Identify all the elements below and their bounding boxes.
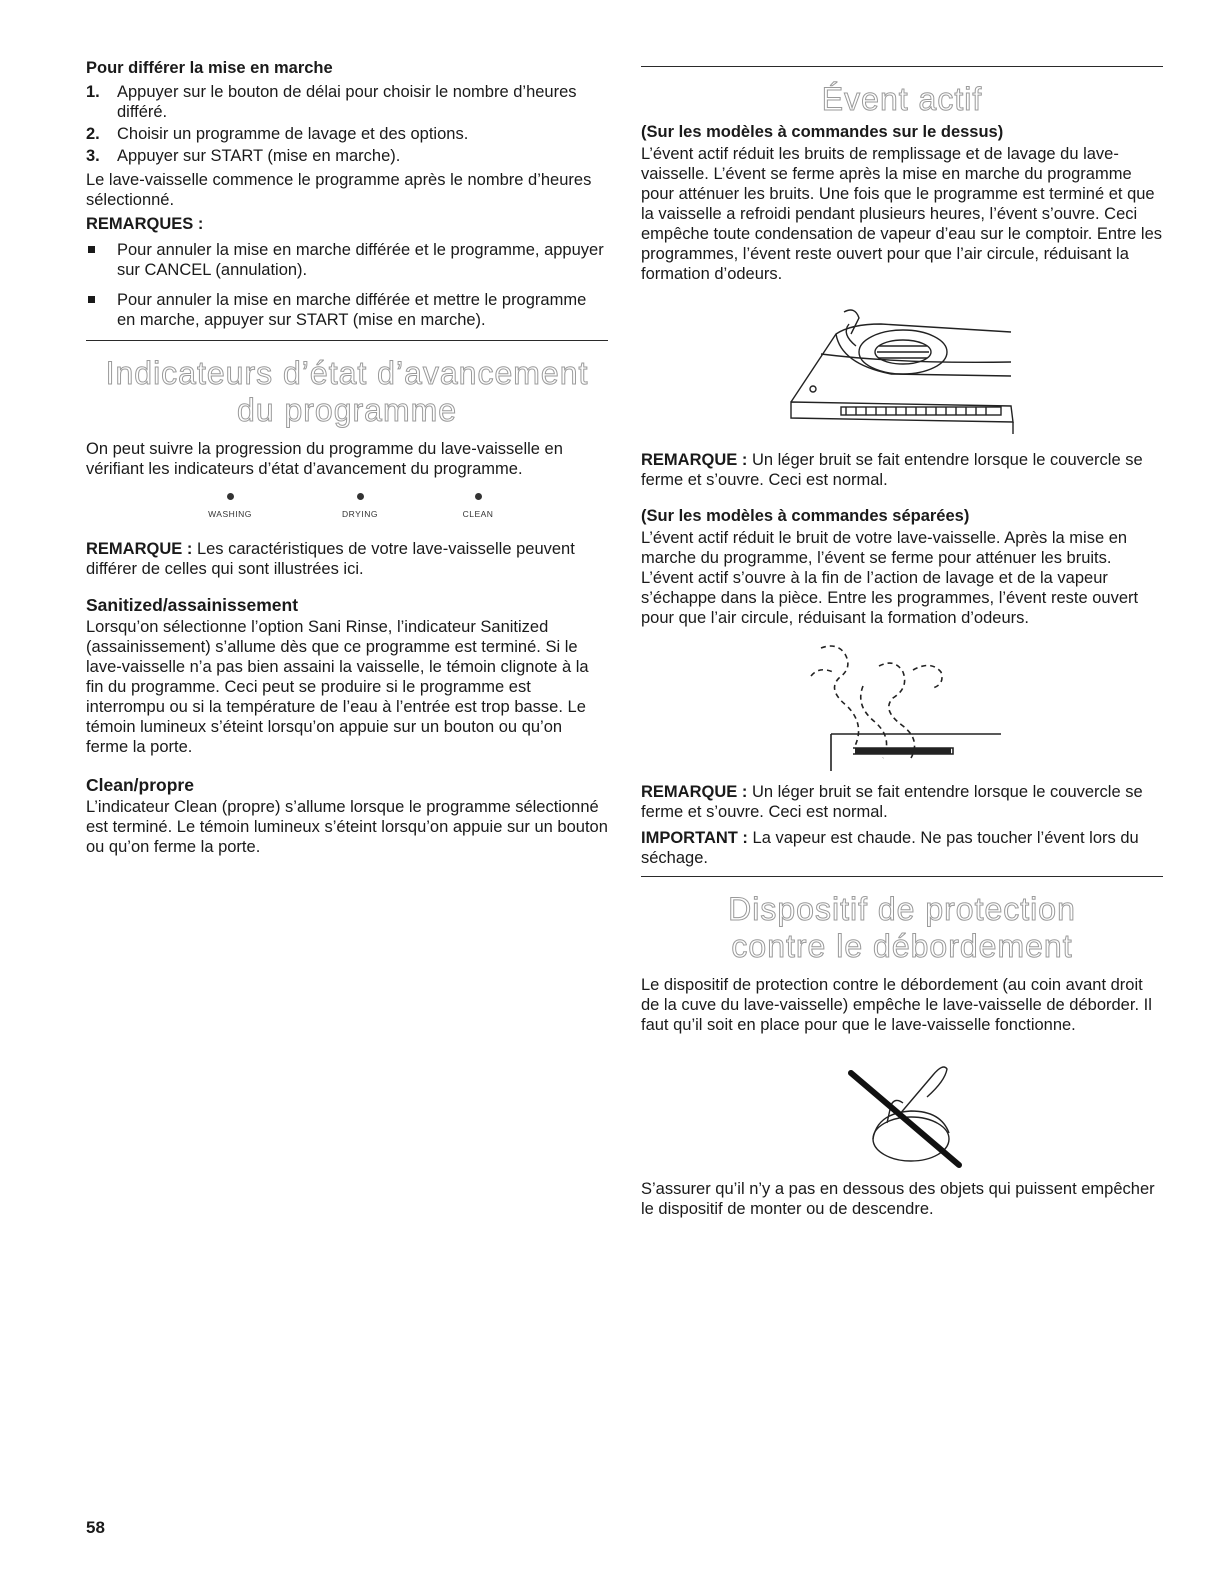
bullet-square-icon	[88, 246, 95, 253]
important-note	[641, 828, 1163, 868]
remarque-text: Un léger bruit se fait entendre lorsque le couvercle se ferme et s’ouvre. Ceci est normal.	[641, 451, 1143, 489]
clean-text: L’indicateur Clean (propre) s’allume lorsque le programme sélectionné est terminé. Le témoin lumineux s’éteint lorsqu’on appuie sur un bouton ou qu’on ferme la porte.	[86, 798, 608, 856]
delay-after-text: Le lave-vaisselle commence le programme après le nombre d’heures sélectionné.	[86, 171, 592, 209]
step-number: 2.	[86, 125, 100, 143]
remarque-label: REMARQUE :	[641, 451, 748, 469]
remarques-heading: REMARQUES :	[86, 215, 204, 233]
section-divider	[641, 876, 1163, 877]
right-column	[641, 66, 1163, 1219]
step-item	[86, 82, 608, 122]
overflow-text: Le dispositif de protection contre le débordement (au coin avant droit de la cuve du lave-vaisselle) empêche le lave-vaisselle de déborder. Il faut qu’il soit en place pour que le lave-vaisselle fonctionne.	[641, 976, 1152, 1034]
step-text: Appuyer sur START (mise en marche).	[117, 147, 401, 165]
section-divider	[86, 340, 608, 341]
indicator-washing	[190, 493, 270, 522]
indicator-drying	[320, 493, 400, 522]
separate-controls-heading: (Sur les modèles à commandes séparées)	[641, 507, 970, 525]
top-controls-text: L’évent actif réduit les bruits de remplissage et de lavage du lave-vaisselle. L’évent se ferme après la mise en marche du programme pour atténuer les bruits. Une fois que le programme est terminé et que la vaisselle a refroidi pendant plusieurs heures, l’évent s’ouvre. Ceci empêche toute condensation de vapeur d’eau sur le comptoir. Entre les programmes, l’évent reste ouvert pour que l’air circule, réduisant la formation d’odeurs.	[641, 145, 1162, 283]
overflow-caption: S’assurer qu’il n’y a pas en dessous des objets qui puissent empêcher le dispositif de monter ou de descendre.	[641, 1180, 1155, 1218]
remarque-label: REMARQUE :	[86, 540, 193, 558]
list-item-text: Pour annuler la mise en marche différée et le programme, appuyer sur CANCEL (annulation).	[117, 241, 604, 279]
indicator-light-icon	[475, 493, 482, 500]
top-controls-heading: (Sur les modèles à commandes sur le dessus)	[641, 123, 1004, 141]
step-item	[86, 146, 608, 166]
section-divider	[641, 66, 1163, 67]
remarque-text: Les caractéristiques de votre lave-vaisselle peuvent différer de celles qui sont illustrées ici.	[86, 540, 575, 578]
float-obstruction-illustration	[641, 1053, 1163, 1173]
overflow-title-line2: contre le débordement	[731, 928, 1073, 964]
indicator-label: CLEAN	[462, 509, 494, 519]
delay-heading: Pour différer la mise en marche	[86, 59, 333, 77]
status-title-line2: du programme	[236, 392, 458, 428]
list-item	[86, 290, 608, 330]
status-intro: On peut suivre la progression du programme du lave-vaisselle en vérifiant les indicateurs d’état d’avancement du programme.	[86, 440, 563, 478]
status-title-line1: Indicateurs d’état d’avancement	[105, 355, 589, 391]
remarque-text: Un léger bruit se fait entendre lorsque le couvercle se ferme et s’ouvre. Ceci est normal.	[641, 783, 1143, 821]
remarque-features	[86, 539, 608, 579]
overflow-title-line1: Dispositif de protection	[728, 891, 1076, 927]
vent-title: Évent actif	[821, 81, 983, 117]
step-item	[86, 124, 608, 144]
list-item	[86, 240, 608, 280]
important-label: IMPORTANT :	[641, 829, 748, 847]
delay-steps	[86, 82, 608, 166]
left-column	[86, 58, 608, 857]
step-text: Appuyer sur le bouton de délai pour choisir le nombre d’heures différé.	[117, 83, 577, 121]
indicator-light-icon	[227, 493, 234, 500]
indicator-label: WASHING	[208, 509, 252, 519]
bullet-square-icon	[88, 296, 95, 303]
status-indicators	[86, 493, 608, 533]
page-number: 58	[86, 1518, 105, 1537]
step-text: Choisir un programme de lavage et des options.	[117, 125, 469, 143]
vent-top-illustration	[641, 294, 1163, 444]
status-section-title	[86, 355, 608, 429]
overflow-section-title	[641, 891, 1163, 965]
remarque-noise	[641, 450, 1163, 490]
remarque-noise-2	[641, 782, 1163, 822]
sanitized-text: Lorsqu’on sélectionne l’option Sani Rinse, l’indicateur Sanitized (assainissement) s’allume dès que ce programme est terminé. Si le lave-vaisselle n’a pas bien assaini la vaisselle, le témoin clignote à la fin du programme. Ceci peut se produire si le programme est interrompu ou si la température de l’eau à l’entrée est trop basse. Le témoin lumineux s’éteint lorsqu’on appuie sur un bouton ou qu’on ferme la porte.	[86, 618, 589, 756]
sanitized-heading: Sanitized/assainissement	[86, 595, 299, 615]
indicator-clean	[438, 493, 518, 522]
separate-controls-text: L’évent actif réduit le bruit de votre lave-vaisselle. Après la mise en marche du programme, l’évent se ferme pour atténuer les bruits. L’évent actif s’ouvre à la fin de l’action de lavage et de la vapeur s’échappe dans la pièce. Entre les programmes, l’évent reste ouvert pour que l’air circule, réduisant la formation d’odeurs.	[641, 529, 1139, 627]
list-item-text: Pour annuler la mise en marche différée et mettre le programme en marche, appuyer sur START (mise en marche).	[117, 291, 587, 329]
remarques-list	[86, 240, 608, 330]
steam-vent-illustration	[641, 636, 1163, 776]
step-number: 3.	[86, 147, 100, 165]
indicator-label: DRYING	[342, 509, 378, 519]
step-number: 1.	[86, 83, 100, 101]
indicator-light-icon	[357, 493, 364, 500]
remarque-label: REMARQUE :	[641, 783, 748, 801]
important-text: La vapeur est chaude. Ne pas toucher l’évent lors du séchage.	[641, 829, 1139, 867]
clean-heading: Clean/propre	[86, 775, 194, 795]
